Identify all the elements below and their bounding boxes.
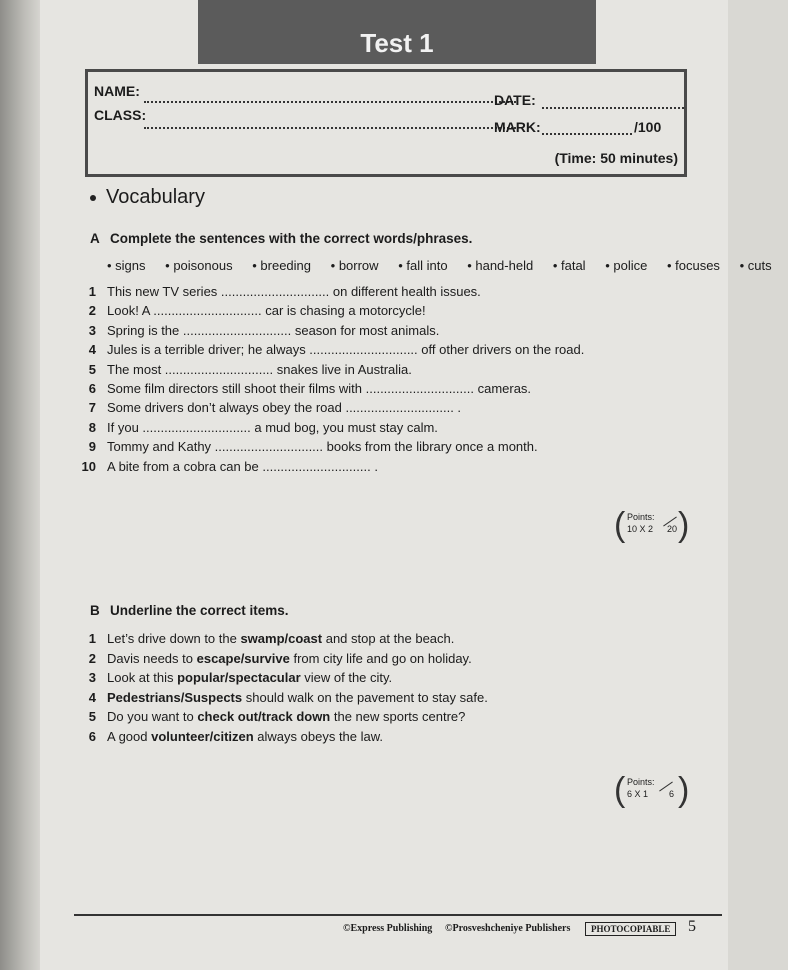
name-field[interactable] (144, 101, 516, 103)
word-bank (107, 258, 788, 273)
list-item: 9 Tommy and Kathy .............................. books from the library once a month. (88, 439, 538, 455)
list-item: 7 Some drivers don’t always obey the road .............................. . (88, 400, 462, 416)
list-item: 4 Pedestrians/Suspects should walk on the pavement to stay safe. (88, 689, 488, 705)
class-label: CLASS: (94, 107, 147, 123)
list-item: 3 Look at this popular/spectacular view of the city. (88, 670, 393, 686)
word-bank-item: • hand-held (467, 258, 534, 273)
mark-label: MARK: (494, 119, 541, 135)
points-label: Points: (627, 512, 655, 522)
worksheet-page (40, 0, 772, 970)
task-a-list (80, 284, 584, 478)
name-label: NAME: (94, 83, 140, 99)
task-a-letter: A (90, 231, 100, 246)
points-formula: 10 X 2 (627, 524, 654, 534)
page-number: 5 (688, 918, 696, 935)
list-item: 4 Jules is a terrible driver; he always .............................. off other drivers on the road. (88, 342, 585, 358)
book-spine-shadow (0, 0, 40, 970)
test-title-bar (198, 0, 596, 64)
task-a-points-box: ( Points: 10 X 2 20 ) (614, 506, 690, 544)
list-item: 1 This new TV series .............................. on different health issues. (88, 284, 481, 299)
bullet-icon (90, 195, 96, 201)
task-a-heading (90, 231, 472, 246)
date-label: DATE: (494, 92, 536, 108)
student-info-box (85, 69, 687, 177)
list-item: 6 A good volunteer/citizen always obeys the law. (88, 728, 384, 744)
list-item: 2 Look! A .............................. car is chasing a motorcycle! (88, 303, 426, 319)
points-formula: 6 X 1 (627, 789, 649, 799)
class-field[interactable] (144, 127, 516, 129)
task-b-instruction: Underline the correct items. (110, 603, 289, 618)
task-b-heading (90, 603, 289, 618)
list-item: 1 Let’s drive down to the swamp/coast and stop at the beach. (88, 631, 455, 646)
task-b-list (80, 631, 488, 749)
points-total: 20 (667, 524, 678, 534)
date-field[interactable] (542, 107, 684, 109)
word-bank-item: • breeding (252, 258, 312, 273)
task-b-letter: B (90, 603, 100, 618)
mark-total: /100 (634, 119, 662, 135)
word-bank-item: • cuts (739, 258, 772, 273)
word-bank-item: • poisonous (165, 258, 233, 273)
points-total: 6 (669, 789, 675, 799)
points-label: Points: (627, 777, 655, 787)
list-item: 8 If you .............................. a mud bog, you must stay calm. (88, 419, 438, 435)
footer-publisher-1: ©Express Publishing (343, 923, 433, 934)
section-title: Vocabulary (106, 186, 205, 208)
word-bank-item: • signs (107, 258, 146, 273)
time-limit: (Time: 50 minutes) (554, 150, 678, 166)
list-item: 5 The most .............................. snakes live in Australia. (88, 361, 412, 377)
test-title: Test 1 (360, 28, 434, 58)
task-b-points-box: ( Points: 6 X 1 6 ) (614, 771, 690, 809)
list-item: 6 Some film directors still shoot their films with .............................. cameras. (88, 380, 532, 396)
task-a-instruction: Complete the sentences with the correct words/phrases. (110, 231, 473, 246)
list-item: 3 Spring is the .............................. season for most animals. (88, 322, 440, 338)
word-bank-item: • borrow (330, 258, 379, 273)
footer-publisher-2: ©Prosveshcheniye Publishers (445, 923, 571, 934)
word-bank-item: • focuses (666, 258, 720, 273)
section-heading (90, 186, 205, 209)
list-item: 2 Davis needs to escape/survive from city life and go on holiday. (88, 650, 472, 666)
mark-field[interactable] (542, 133, 632, 135)
word-bank-item: • police (605, 258, 648, 273)
word-bank-item: • fatal (552, 258, 586, 273)
footer-divider (74, 914, 722, 916)
list-item: 5 Do you want to check out/track down the new sports centre? (88, 709, 466, 725)
word-bank-item: • fall into (398, 258, 448, 273)
photocopiable-badge: PHOTOCOPIABLE (585, 922, 676, 936)
list-item: 10 A bite from a cobra can be .............................. . (81, 458, 378, 474)
